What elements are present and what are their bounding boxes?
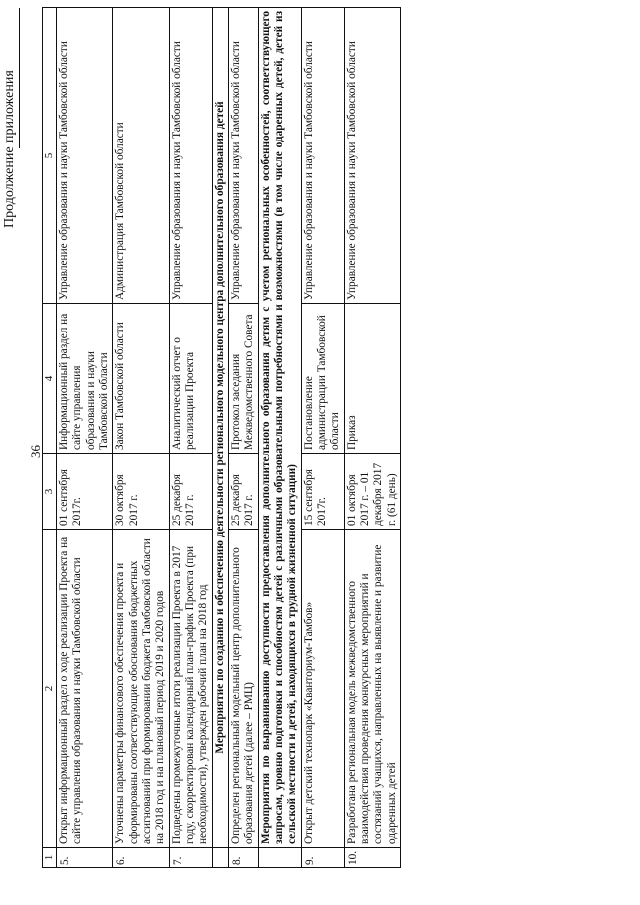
document-cell: Приказ bbox=[344, 304, 400, 454]
document-cell: Постановление администрации Тамбовской области bbox=[301, 304, 344, 454]
empty-number-cell bbox=[212, 848, 228, 868]
continuation-heading: Продолжение приложения bbox=[2, 70, 17, 228]
table-row bbox=[113, 8, 169, 868]
document-cell: Протокол заседания Межведомственного Совета bbox=[228, 304, 258, 454]
date-cell: 25 декабря 2017 г. bbox=[228, 454, 258, 530]
description-cell: Определен региональный модельный центр дополнительного образования детей (далее – РМЦ) bbox=[228, 530, 258, 848]
responsible-cell: Управление образования и науки Тамбовской области bbox=[56, 8, 112, 304]
empty-number-cell bbox=[258, 848, 301, 868]
row-number-cell: 8. bbox=[228, 848, 258, 868]
table-row bbox=[228, 8, 258, 868]
description-cell: Уточнены параметры финансового обеспечения проекта и сформированы соответствующие обоснования бюджетных ассигнований при формировании бюджета Тамбовской области на 2018 год и на плановый период 2019 и 2020 годов bbox=[113, 530, 169, 848]
responsible-cell: Управление образования и науки Тамбовской области bbox=[169, 8, 212, 304]
column-header: 2 bbox=[43, 530, 57, 848]
responsible-cell: Администрация Тамбовской области bbox=[113, 8, 169, 304]
section-heading-row bbox=[212, 8, 228, 868]
description-cell: Открыт детский технопарк «Кванториум-Тамбов» bbox=[301, 530, 344, 848]
section-heading-row-wide bbox=[258, 8, 301, 868]
column-header: 5 bbox=[43, 8, 57, 304]
description-cell: Подведены промежуточные итоги реализации Проекта в 2017 году, скорректирован календарный план-график Проекта (при необходимости), утвержден рабочий план на 2018 год bbox=[169, 530, 212, 848]
document-cell: Аналитический отчет о реализации Проекта bbox=[169, 304, 212, 454]
rotated-landscape-content bbox=[0, 8, 640, 868]
date-cell: 01 сентября 2017г. bbox=[56, 454, 112, 530]
column-header: 3 bbox=[43, 454, 57, 530]
description-cell: Открыт информационный раздел о ходе реализации Проекта на сайте управления образования и науки Тамбовской области bbox=[56, 530, 112, 848]
continuation-underline bbox=[19, 8, 20, 148]
row-number-cell: 9. bbox=[301, 848, 344, 868]
section-heading: Мероприятия по выравниванию доступности предоставления дополнительного образования детям с учетом региональных особенностей, соответствующего запросам, уровню подготовки и способностям детей с различными образовательными потребностями и возможностями (в том числе одаренных детей, детей из сельской местности и детей, находящихся в трудной жизненной ситуации) bbox=[258, 8, 301, 848]
date-cell: 30 октября 2017 г. bbox=[113, 454, 169, 530]
document-cell: Закон Тамбовской области bbox=[113, 304, 169, 454]
section-heading: Мероприятие по созданию и обеспечению деятельности регионального модельного центра дополнительного образования детей bbox=[212, 8, 228, 848]
column-header: 1 bbox=[43, 848, 57, 868]
row-number-cell: 6. bbox=[113, 848, 169, 868]
table-row bbox=[344, 8, 400, 868]
table-row bbox=[169, 8, 212, 868]
page-number: 36 bbox=[28, 445, 43, 458]
plan-table bbox=[42, 7, 401, 868]
date-cell: 15 сентября 2017г. bbox=[301, 454, 344, 530]
row-number-cell: 10. bbox=[344, 848, 400, 868]
responsible-cell: Управление образования и науки Тамбовской области bbox=[344, 8, 400, 304]
date-cell: 01 октября 2017 г. – 01 декабря 2017 г. (61 день) bbox=[344, 454, 400, 530]
column-header: 4 bbox=[43, 304, 57, 454]
table-row bbox=[56, 8, 112, 868]
table-body bbox=[56, 8, 400, 868]
description-cell: Разработана региональная модель межведомственного взаимодействия проведения конкурсных мероприятий и состязаний учащихся, направленных на выявление и развитие одаренных детей bbox=[344, 530, 400, 848]
responsible-cell: Управление образования и науки Тамбовской области bbox=[301, 8, 344, 304]
responsible-cell: Управление образования и науки Тамбовской области bbox=[228, 8, 258, 304]
row-number-cell: 5. bbox=[56, 848, 112, 868]
column-number-row bbox=[43, 8, 57, 868]
date-cell: 25 декабря 2017 г. bbox=[169, 454, 212, 530]
document-cell: Информационный раздел на сайте управления образования и науки Тамбовской области bbox=[56, 304, 112, 454]
row-number-cell: 7. bbox=[169, 848, 212, 868]
table-row bbox=[301, 8, 344, 868]
